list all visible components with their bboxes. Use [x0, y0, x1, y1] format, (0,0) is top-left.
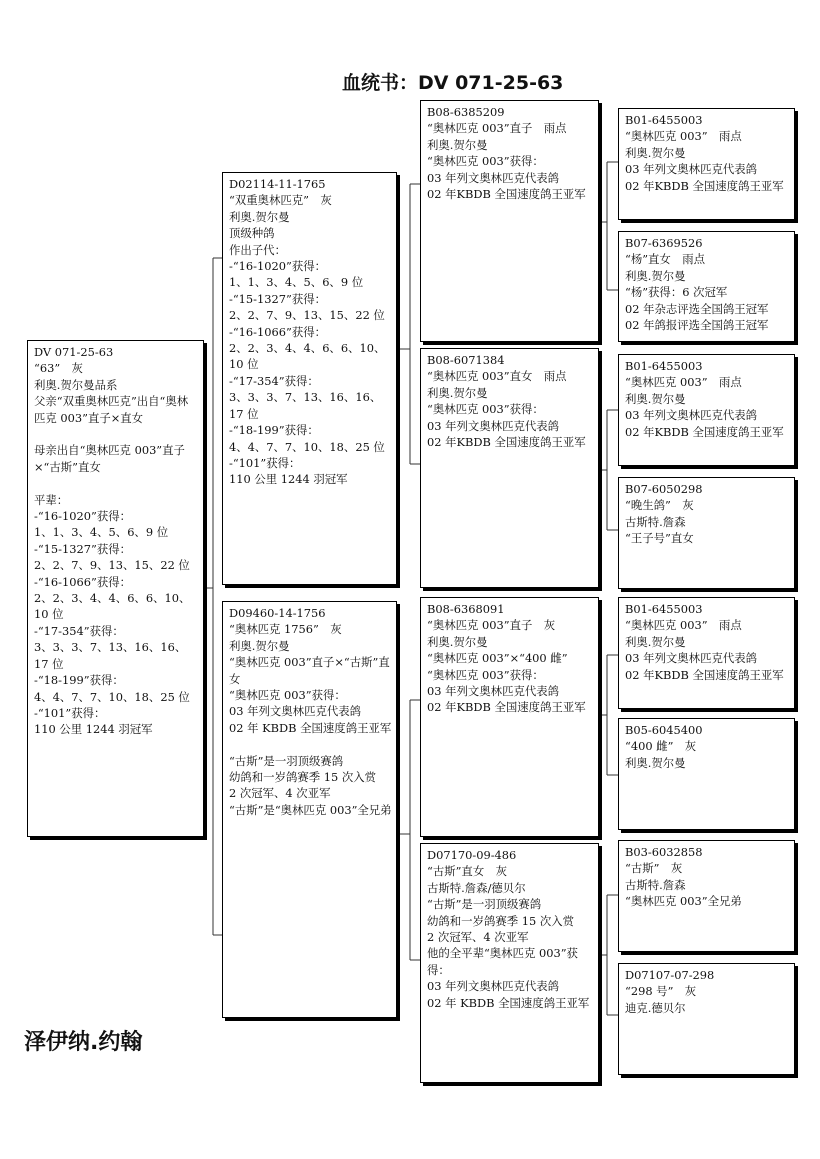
pedigree-line: 他的全平辈“奥林匹克 003”获得：: [427, 946, 578, 977]
pedigree-line: 2、2、7、9、13、15、22 位: [34, 558, 190, 573]
pedigree-line: 02 年 KBDB 全国速度鸽王亚军: [427, 995, 590, 1010]
pedigree-line: 03 年列文奥林匹克代表鸽: [625, 651, 758, 666]
pedigree-line: -“101”获得：: [34, 705, 106, 720]
pedigree-line: B07-6050298: [625, 482, 703, 496]
pedigree-line: B01-6455003: [625, 113, 703, 127]
page-title: 血统书：DV 071-25-63: [342, 72, 564, 94]
pedigree-line: D02114-11-1765: [229, 177, 326, 191]
pedigree-line: 古斯特.詹森: [625, 514, 686, 529]
pedigree-line: “奥林匹克 003” 雨点: [625, 618, 742, 633]
pedigree-line: 利奥.贺尔曼: [427, 137, 488, 152]
sire-dam-sire-box: [618, 354, 795, 466]
pedigree-line: -“17-354”获得：: [229, 373, 319, 388]
pedigree-line: 利奥.贺尔曼: [229, 209, 290, 224]
dam-dam-dam-box: [618, 963, 795, 1075]
pedigree-line: -“16-1020”获得：: [34, 509, 131, 524]
pedigree-line: 3、3、3、7、13、16、16、17 位: [34, 640, 187, 671]
pedigree-line: 利奥.贺尔曼: [625, 145, 686, 160]
pedigree-line: 顶级种鸽: [229, 226, 275, 241]
pedigree-line: “奥林匹克 003” 雨点: [625, 375, 742, 390]
pedigree-line: 03 年列文奥林匹克代表鸽: [625, 408, 758, 423]
pedigree-line: 3、3、3、7、13、16、16、17 位: [229, 390, 382, 421]
pedigree-line: 利奥.贺尔曼: [229, 638, 290, 653]
pedigree-line: “奥林匹克 003”×“400 雌”: [427, 651, 568, 666]
pedigree-line: B08-6368091: [427, 602, 505, 616]
dam-box: [222, 601, 397, 1018]
pedigree-line: -“18-199”获得：: [229, 423, 319, 438]
pedigree-line: 02 年KBDB 全国速度鸽王亚军: [625, 178, 784, 193]
sire-dam-dam-box: [618, 477, 795, 589]
pedigree-line: [34, 426, 199, 442]
pedigree-line: 利奥.贺尔曼: [625, 755, 686, 770]
dam-sire-sire-box: [618, 597, 795, 709]
pedigree-line: “奥林匹克 003”获得：: [427, 402, 544, 417]
pedigree-line: “古斯” 灰: [625, 861, 683, 876]
pedigree-line: “奥林匹克 003” 雨点: [625, 129, 742, 144]
sire-dam-box: [420, 348, 599, 588]
pedigree-line: 利奥.贺尔曼: [427, 385, 488, 400]
pedigree-line: “杨”获得：6 次冠军: [625, 285, 728, 300]
pedigree-line: B01-6455003: [625, 359, 703, 373]
subject-pigeon-box: [27, 340, 204, 837]
pedigree-line: 利奥.贺尔曼: [427, 634, 488, 649]
pedigree-line: 02 年杂志评选全国鸽王冠军: [625, 301, 769, 316]
pedigree-line: 03 年列文奥林匹克代表鸽: [427, 170, 560, 185]
pedigree-line: [34, 475, 199, 491]
dam-sire-box: [420, 597, 599, 837]
pedigree-line: “古斯”是一羽顶级赛鸽: [229, 753, 344, 768]
pedigree-line: -“15-1327”获得：: [229, 291, 326, 306]
pedigree-line: 02 年KBDB 全国速度鸽王亚军: [625, 424, 784, 439]
pedigree-line: “400 雌” 灰: [625, 739, 697, 754]
pedigree-line: “杨”直女 雨点: [625, 252, 705, 267]
sire-sire-box: [420, 100, 599, 342]
pedigree-line: B03-6032858: [625, 845, 703, 859]
pedigree-line: 110 公里 1244 羽冠军: [229, 472, 348, 487]
pedigree-line: 03 年列文奥林匹克代表鸽: [427, 418, 560, 433]
pedigree-line: 02 年KBDB 全国速度鸽王亚军: [427, 187, 586, 202]
pedigree-line: 2、2、3、4、4、6、6、10、10 位: [34, 591, 191, 622]
pedigree-line: 古斯特.詹森/德贝尔: [427, 880, 526, 895]
pedigree-line: B05-6045400: [625, 723, 703, 737]
pedigree-line: 4、4、7、7、10、18、25 位: [34, 689, 190, 704]
pedigree-line: [229, 736, 392, 752]
pedigree-line: “298 号” 灰: [625, 984, 697, 999]
pedigree-line: -“18-199”获得：: [34, 673, 124, 688]
pedigree-line: -“16-1066”获得：: [229, 324, 326, 339]
pedigree-line: -“17-354”获得：: [34, 623, 124, 638]
pedigree-line: B08-6071384: [427, 353, 505, 367]
pedigree-line: 作出子代：: [229, 242, 286, 257]
pedigree-line: 利奥.贺尔曼: [625, 391, 686, 406]
pedigree-line: -“16-1020”获得：: [229, 259, 326, 274]
pedigree-line: D09460-14-1756: [229, 606, 326, 620]
pedigree-line: 110 公里 1244 羽冠军: [34, 722, 153, 737]
pedigree-line: “奥林匹克 003”直子×“古斯”直女: [229, 655, 390, 686]
pedigree-line: 利奥.贺尔曼: [625, 634, 686, 649]
pedigree-line: D07107-07-298: [625, 968, 715, 982]
pedigree-line: 母亲出自“奥林匹克 003”直子×“古斯”直女: [34, 443, 185, 474]
pedigree-line: 03 年列文奥林匹克代表鸽: [427, 684, 560, 699]
pedigree-line: 03 年列文奥林匹克代表鸽: [625, 162, 758, 177]
pedigree-line: “奥林匹克 003”全兄弟: [625, 894, 742, 909]
pedigree-line: 古斯特.詹森: [625, 877, 686, 892]
pedigree-line: 02 年KBDB 全国速度鸽王亚军: [427, 700, 586, 715]
pedigree-line: 02 年KBDB 全国速度鸽王亚军: [427, 435, 586, 450]
signature: 泽伊纳.约翰: [24, 1030, 143, 1055]
pedigree-line: 利奥.贺尔曼: [625, 268, 686, 283]
dam-sire-dam-box: [618, 718, 795, 830]
pedigree-line: “奥林匹克 003”直子 雨点: [427, 121, 567, 136]
pedigree-line: 父亲“双重奥林匹克”出自“奥林匹克 003”直子×直女: [34, 394, 189, 425]
pedigree-line: DV 071-25-63: [34, 345, 114, 359]
pedigree-line: 03 年列文奥林匹克代表鸽: [427, 979, 560, 994]
pedigree-line: 幼鸽和一岁鸽赛季 15 次入赏: [229, 770, 377, 785]
pedigree-line: “奥林匹克 003”获得：: [427, 667, 544, 682]
pedigree-line: -“16-1066”获得：: [34, 574, 131, 589]
pedigree-line: -“101”获得：: [229, 455, 301, 470]
pedigree-line: “奥林匹克 003”获得：: [229, 688, 346, 703]
pedigree-line: B07-6369526: [625, 236, 703, 250]
sire-box: [222, 172, 397, 585]
pedigree-line: “古斯”直女 灰: [427, 864, 507, 879]
pedigree-line: 1、1、3、4、5、6、9 位: [34, 525, 169, 540]
pedigree-line: 1、1、3、4、5、6、9 位: [229, 275, 364, 290]
pedigree-line: “双重奥林匹克” 灰: [229, 193, 332, 208]
pedigree-line: “奥林匹克 003”获得：: [427, 154, 544, 169]
pedigree-line: 2、2、3、4、4、6、6、10、10 位: [229, 341, 386, 372]
pedigree-line: 02 年 KBDB 全国速度鸽王亚军: [229, 720, 392, 735]
pedigree-line: 02 年鸽报评选全国鸽王冠军: [625, 318, 769, 333]
pedigree-line: “奥林匹克 1756” 灰: [229, 622, 342, 637]
pedigree-line: 03 年列文奥林匹克代表鸽: [229, 704, 362, 719]
pedigree-line: 幼鸽和一岁鸽赛季 15 次入赏: [427, 913, 575, 928]
pedigree-line: -“15-1327”获得：: [34, 541, 131, 556]
pedigree-line: “奥林匹克 003”直子 灰: [427, 618, 556, 633]
pedigree-line: D07170-09-486: [427, 848, 517, 862]
pedigree-line: “王子号”直女: [625, 531, 694, 546]
pedigree-line: 平辈：: [34, 492, 69, 507]
pedigree-line: 02 年KBDB 全国速度鸽王亚军: [625, 667, 784, 682]
pedigree-line: 2 次冠军、4 次亚军: [427, 930, 529, 945]
pedigree-line: 4、4、7、7、10、18、25 位: [229, 439, 385, 454]
pedigree-line: 2 次冠军、4 次亚军: [229, 786, 331, 801]
pedigree-line: B01-6455003: [625, 602, 703, 616]
pedigree-line: 2、2、7、9、13、15、22 位: [229, 308, 385, 323]
sire-sire-sire-box: [618, 108, 795, 220]
pedigree-line: B08-6385209: [427, 105, 505, 119]
pedigree-line: “晚生鸽” 灰: [625, 498, 694, 513]
pedigree-line: “63” 灰: [34, 361, 83, 376]
pedigree-line: “古斯”是“奥林匹克 003”全兄弟: [229, 802, 392, 817]
pedigree-line: “古斯”是一羽顶级赛鸽: [427, 897, 542, 912]
pedigree-line: 利奥.贺尔曼品系: [34, 377, 118, 392]
dam-dam-box: [420, 843, 599, 1083]
pedigree-line: “奥林匹克 003”直女 雨点: [427, 369, 567, 384]
dam-dam-sire-box: [618, 840, 795, 952]
pedigree-line: 迪克.德贝尔: [625, 1000, 686, 1015]
sire-sire-dam-box: [618, 231, 795, 342]
